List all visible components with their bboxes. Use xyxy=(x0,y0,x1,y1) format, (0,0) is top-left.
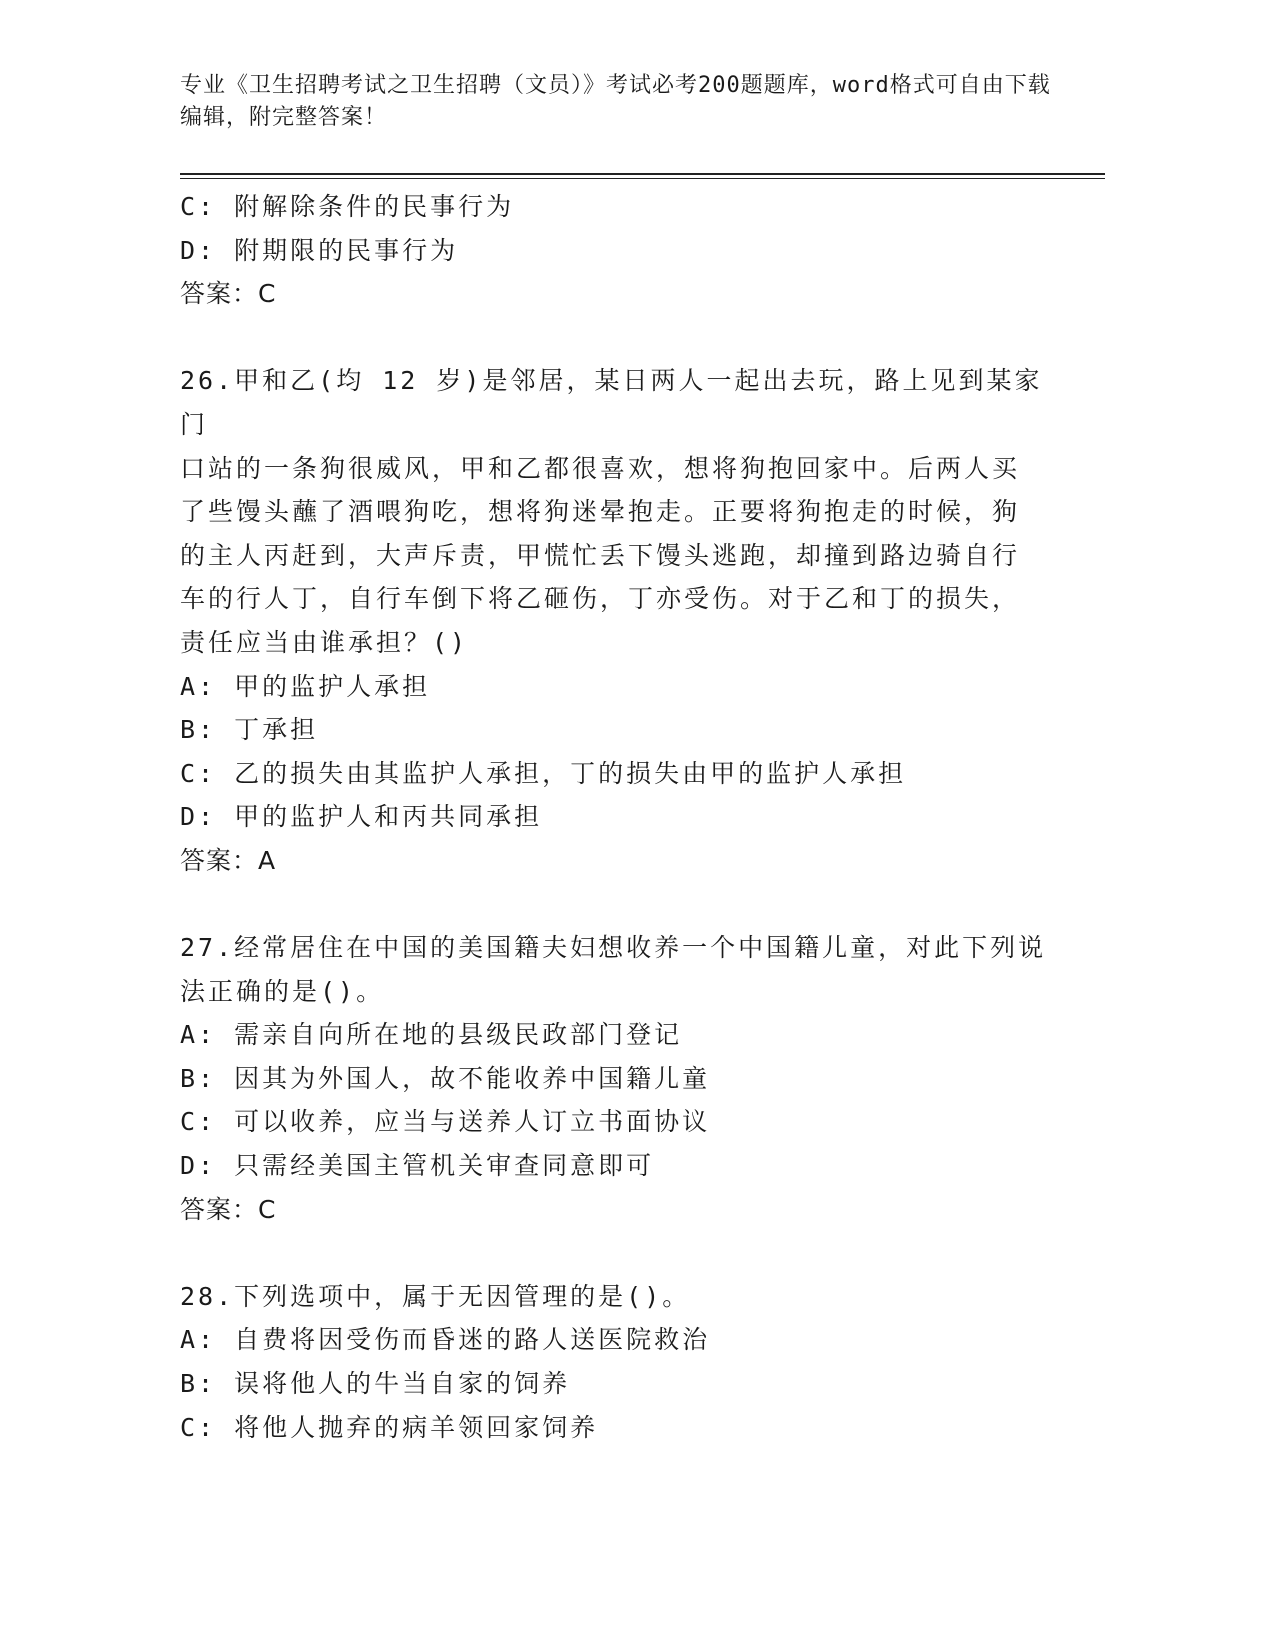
header-divider-thick xyxy=(180,173,1105,175)
document-header: 专业《卫生招聘考试之卫生招聘（文员）》考试必考200题题库，word格式可自由下载编辑，附完整答案！ xyxy=(180,73,1051,130)
question-stem-line: 法正确的是()。 xyxy=(180,976,385,1006)
option-d: D: 附期限的民事行为 xyxy=(180,235,459,265)
spacer xyxy=(180,316,1060,360)
question-stem-line: 28.下列选项中，属于无因管理的是()。 xyxy=(180,1281,691,1311)
answer-line: 答案：C xyxy=(180,1194,277,1224)
question-stem-line: 27.经常居住在中国的美国籍夫妇想收养一个中国籍儿童，对此下列说 xyxy=(180,933,1047,963)
spacer xyxy=(180,1231,1060,1275)
option-c: C: 可以收养，应当与送养人订立书面协议 xyxy=(180,1107,711,1137)
option-d: D: 只需经美国主管机关审查同意即可 xyxy=(180,1151,655,1181)
spacer xyxy=(180,883,1060,927)
question-stem-line: 的主人丙赶到，大声斥责，甲慌忙丢下馒头逃跑，却撞到路边骑自行 xyxy=(180,540,1021,570)
question-stem-line: 了些馒头蘸了酒喂狗吃，想将狗迷晕抱走。正要将狗抱走的时候，狗 xyxy=(180,497,1021,527)
option-c: C: 将他人抛弃的病羊领回家饲养 xyxy=(180,1412,599,1442)
option-b: B: 误将他人的牛当自家的饲养 xyxy=(180,1369,571,1399)
question-28 xyxy=(180,1275,1060,1449)
question-stem-line: 车的行人丁，自行车倒下将乙砸伤，丁亦受伤。对于乙和丁的损失， xyxy=(180,584,1021,614)
answer-line: 答案：C xyxy=(180,279,277,309)
option-a: A: 甲的监护人承担 xyxy=(180,671,431,701)
option-a: A: 自费将因受伤而昏迷的路人送医院救治 xyxy=(180,1325,711,1355)
option-a: A: 需亲自向所在地的县级民政部门登记 xyxy=(180,1020,683,1050)
option-c: C: 乙的损失由其监护人承担，丁的损失由甲的监护人承担 xyxy=(180,758,907,788)
question-27 xyxy=(180,926,1060,1231)
option-b: B: 因其为外国人，故不能收养中国籍儿童 xyxy=(180,1063,711,1093)
option-d: D: 甲的监护人和丙共同承担 xyxy=(180,802,543,832)
question-26 xyxy=(180,359,1060,882)
document-body xyxy=(180,185,1060,1449)
question-stem-line: 责任应当由谁承担？() xyxy=(180,627,469,657)
answer-line: 答案：A xyxy=(180,845,277,875)
option-b: B: 丁承担 xyxy=(180,715,319,745)
question-stem-line: 26.甲和乙(均 12 岁)是邻居，某日两人一起出去玩，路上见到某家门 xyxy=(180,366,1043,439)
header-divider-thin xyxy=(180,178,1105,179)
option-c: C: 附解除条件的民事行为 xyxy=(180,192,515,221)
question-stem-line: 口站的一条狗很威风，甲和乙都很喜欢，想将狗抱回家中。后两人买 xyxy=(180,453,1021,483)
